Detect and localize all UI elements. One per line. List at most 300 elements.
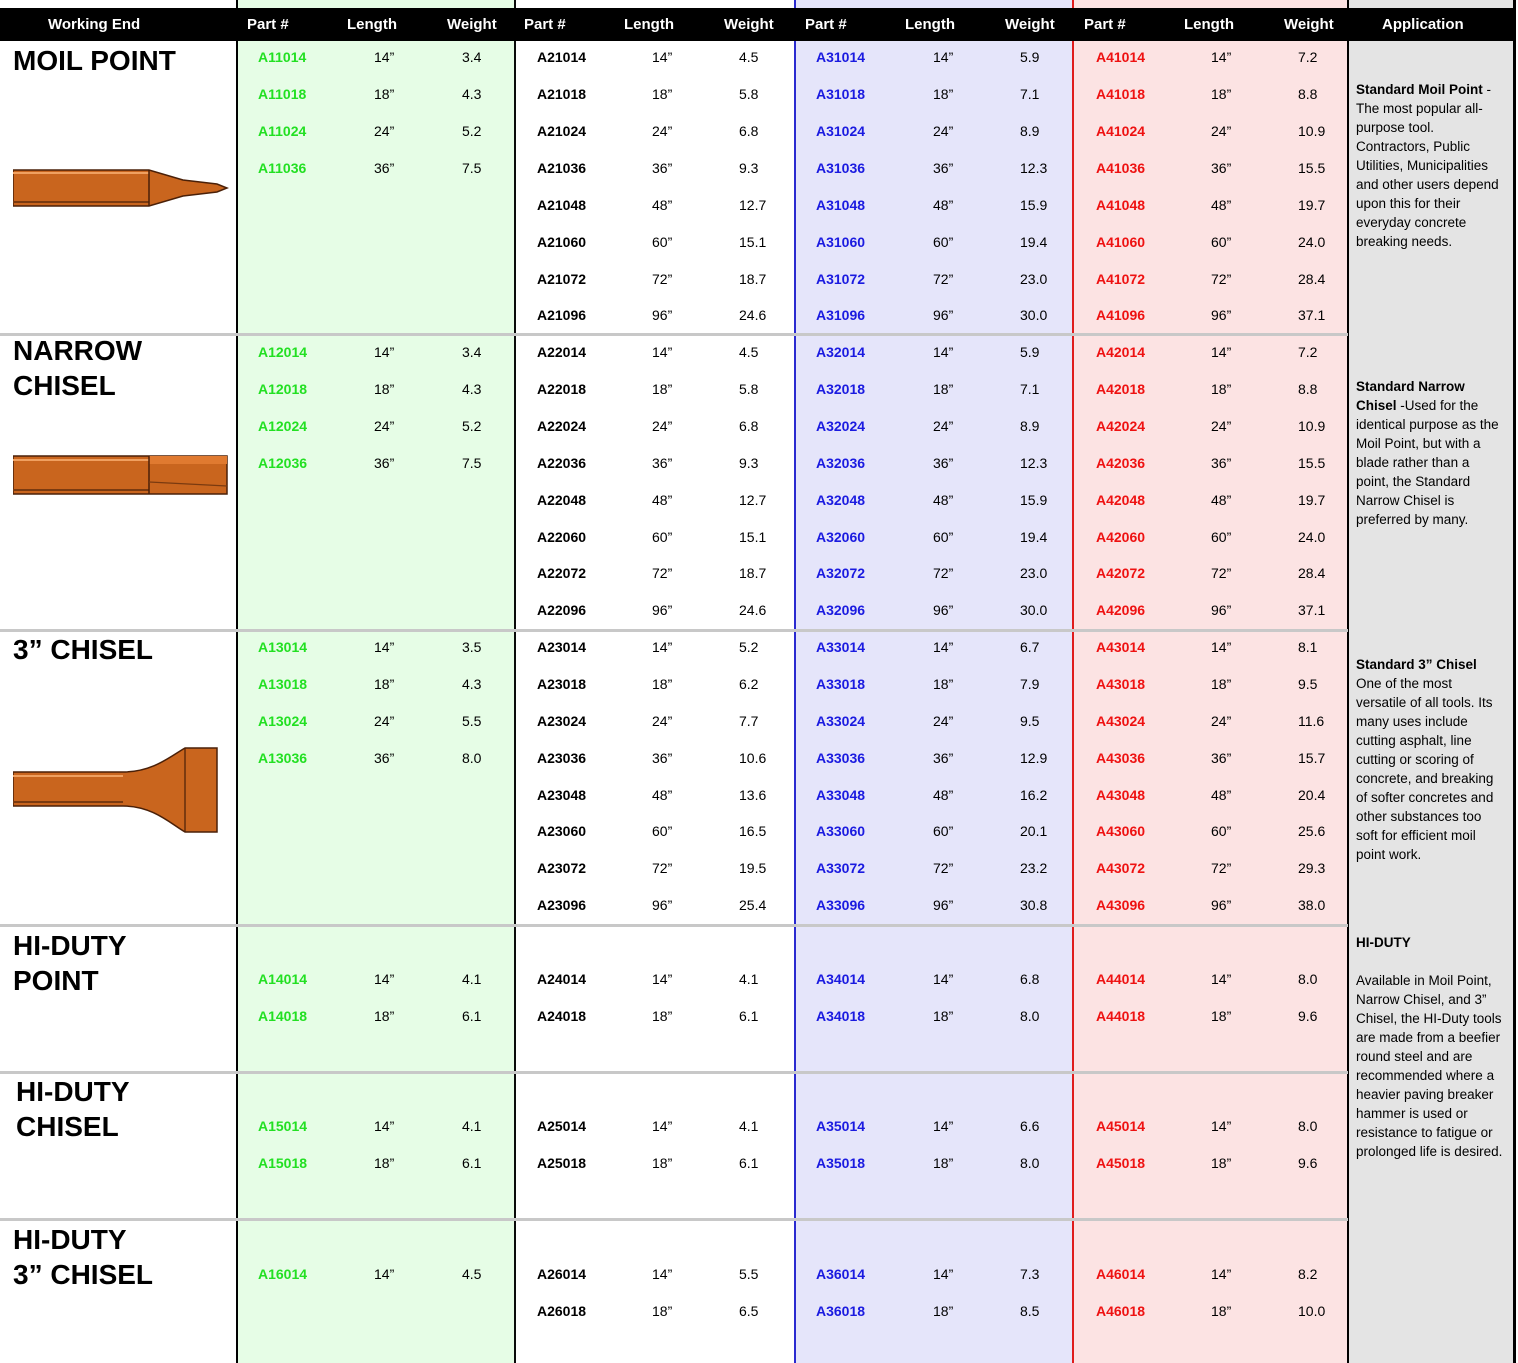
weight-value: 12.3 bbox=[1020, 455, 1048, 471]
weight-value: 19.4 bbox=[1020, 234, 1048, 250]
weight-value: 3.4 bbox=[462, 344, 482, 360]
weight-value: 24.6 bbox=[739, 602, 767, 618]
length-value: 72” bbox=[933, 860, 954, 876]
part-number: A22060 bbox=[537, 529, 587, 545]
length-value: 18” bbox=[933, 381, 954, 397]
part-number: A41014 bbox=[1096, 49, 1146, 65]
length-value: 96” bbox=[652, 307, 673, 323]
weight-value: 16.2 bbox=[1020, 787, 1048, 803]
length-value: 14” bbox=[652, 1266, 673, 1282]
length-value: 14” bbox=[1211, 49, 1232, 65]
section-divider bbox=[0, 1071, 1348, 1074]
part-number: A22072 bbox=[537, 565, 587, 581]
part-number: A31036 bbox=[816, 160, 866, 176]
length-value: 60” bbox=[933, 823, 954, 839]
weight-value: 5.8 bbox=[739, 86, 759, 102]
length-value: 24” bbox=[933, 713, 954, 729]
length-value: 14” bbox=[933, 639, 954, 655]
weight-value: 5.2 bbox=[462, 123, 482, 139]
weight-value: 6.6 bbox=[1020, 1118, 1040, 1134]
weight-value: 6.1 bbox=[462, 1155, 482, 1171]
length-value: 48” bbox=[652, 492, 673, 508]
weight-value: 15.9 bbox=[1020, 197, 1048, 213]
weight-value: 10.6 bbox=[739, 750, 767, 766]
divider-red bbox=[1072, 0, 1074, 1363]
weight-value: 18.7 bbox=[739, 565, 767, 581]
header-length: Length bbox=[347, 16, 397, 33]
part-number: A12014 bbox=[258, 344, 308, 360]
length-value: 18” bbox=[652, 381, 673, 397]
length-value: 18” bbox=[374, 1008, 395, 1024]
length-value: 24” bbox=[652, 418, 673, 434]
length-value: 36” bbox=[374, 750, 395, 766]
weight-value: 4.1 bbox=[462, 971, 482, 987]
weight-value: 25.4 bbox=[739, 897, 767, 913]
part-number: A12036 bbox=[258, 455, 308, 471]
length-value: 60” bbox=[652, 529, 673, 545]
length-value: 72” bbox=[652, 860, 673, 876]
length-value: 18” bbox=[933, 676, 954, 692]
part-number: A32036 bbox=[816, 455, 866, 471]
weight-value: 19.7 bbox=[1298, 492, 1326, 508]
part-number: A23018 bbox=[537, 676, 587, 692]
part-number: A43048 bbox=[1096, 787, 1146, 803]
length-value: 96” bbox=[652, 602, 673, 618]
part-number: A21036 bbox=[537, 160, 587, 176]
part-number: A31024 bbox=[816, 123, 866, 139]
part-number: A43072 bbox=[1096, 860, 1146, 876]
weight-value: 9.3 bbox=[739, 160, 759, 176]
part-number: A41048 bbox=[1096, 197, 1146, 213]
part-number: A46018 bbox=[1096, 1303, 1146, 1319]
part-number: A12018 bbox=[258, 381, 308, 397]
part-number: A42072 bbox=[1096, 565, 1146, 581]
part-number: A33072 bbox=[816, 860, 866, 876]
part-number: A42036 bbox=[1096, 455, 1146, 471]
weight-value: 28.4 bbox=[1298, 565, 1326, 581]
length-value: 14” bbox=[1211, 1118, 1232, 1134]
length-value: 24” bbox=[1211, 123, 1232, 139]
header-application: Application bbox=[1382, 16, 1464, 33]
part-number: A16014 bbox=[258, 1266, 308, 1282]
part-number: A41096 bbox=[1096, 307, 1146, 323]
weight-value: 6.1 bbox=[739, 1155, 759, 1171]
part-number: A23072 bbox=[537, 860, 587, 876]
section-divider bbox=[0, 333, 1348, 336]
length-value: 18” bbox=[1211, 676, 1232, 692]
weight-value: 4.5 bbox=[739, 49, 759, 65]
weight-value: 9.6 bbox=[1298, 1008, 1318, 1024]
weight-value: 19.4 bbox=[1020, 529, 1048, 545]
length-value: 36” bbox=[1211, 160, 1232, 176]
weight-value: 7.5 bbox=[462, 160, 482, 176]
length-value: 18” bbox=[1211, 381, 1232, 397]
part-number: A31018 bbox=[816, 86, 866, 102]
weight-value: 4.1 bbox=[739, 971, 759, 987]
weight-value: 4.5 bbox=[739, 344, 759, 360]
part-number: A21072 bbox=[537, 271, 587, 287]
header-part: Part # bbox=[247, 16, 289, 33]
length-value: 60” bbox=[1211, 234, 1232, 250]
part-number: A32072 bbox=[816, 565, 866, 581]
part-number: A23096 bbox=[537, 897, 587, 913]
part-number: A21096 bbox=[537, 307, 587, 323]
length-value: 14” bbox=[1211, 639, 1232, 655]
length-value: 72” bbox=[1211, 565, 1232, 581]
weight-value: 25.6 bbox=[1298, 823, 1326, 839]
length-value: 14” bbox=[933, 49, 954, 65]
weight-value: 8.1 bbox=[1298, 639, 1318, 655]
part-number: A21024 bbox=[537, 123, 587, 139]
length-value: 48” bbox=[1211, 197, 1232, 213]
section-divider bbox=[0, 629, 1348, 632]
length-value: 36” bbox=[374, 455, 395, 471]
length-value: 18” bbox=[652, 1303, 673, 1319]
length-value: 18” bbox=[933, 1155, 954, 1171]
length-value: 14” bbox=[652, 639, 673, 655]
weight-value: 5.2 bbox=[462, 418, 482, 434]
part-number: A31048 bbox=[816, 197, 866, 213]
section-divider bbox=[0, 924, 1348, 927]
part-number: A36018 bbox=[816, 1303, 866, 1319]
length-value: 18” bbox=[652, 86, 673, 102]
part-number: A33060 bbox=[816, 823, 866, 839]
weight-value: 8.0 bbox=[1298, 971, 1318, 987]
section-name-3in-chisel: 3” CHISEL bbox=[13, 634, 154, 665]
weight-value: 12.7 bbox=[739, 197, 767, 213]
length-value: 96” bbox=[1211, 307, 1232, 323]
weight-value: 20.1 bbox=[1020, 823, 1048, 839]
weight-value: 24.0 bbox=[1298, 234, 1326, 250]
length-value: 60” bbox=[933, 529, 954, 545]
length-value: 18” bbox=[374, 676, 395, 692]
length-value: 24” bbox=[374, 713, 395, 729]
length-value: 36” bbox=[652, 455, 673, 471]
weight-value: 7.7 bbox=[739, 713, 759, 729]
weight-value: 6.1 bbox=[739, 1008, 759, 1024]
part-number: A44014 bbox=[1096, 971, 1146, 987]
weight-value: 4.3 bbox=[462, 381, 482, 397]
weight-value: 5.8 bbox=[739, 381, 759, 397]
weight-value: 30.0 bbox=[1020, 307, 1048, 323]
weight-value: 15.1 bbox=[739, 529, 767, 545]
part-number: A42018 bbox=[1096, 381, 1146, 397]
weight-value: 7.2 bbox=[1298, 49, 1318, 65]
weight-value: 8.8 bbox=[1298, 86, 1318, 102]
weight-value: 30.0 bbox=[1020, 602, 1048, 618]
weight-value: 15.5 bbox=[1298, 160, 1326, 176]
length-value: 72” bbox=[933, 271, 954, 287]
length-value: 14” bbox=[374, 49, 395, 65]
application-3in-chisel: Standard 3” Chisel One of the most versatile of all tools. Its many uses include cutting asphalt, line cutting or scoring of concrete, and breaking of softer concretes and other substances too soft for efficient moil point work. bbox=[1356, 657, 1494, 862]
part-number: A21048 bbox=[537, 197, 587, 213]
part-number: A22014 bbox=[537, 344, 587, 360]
length-value: 24” bbox=[652, 713, 673, 729]
length-value: 24” bbox=[652, 123, 673, 139]
weight-value: 37.1 bbox=[1298, 307, 1326, 323]
weight-value: 6.8 bbox=[739, 123, 759, 139]
part-number: A35014 bbox=[816, 1118, 866, 1134]
part-number: A41024 bbox=[1096, 123, 1146, 139]
part-number: A34018 bbox=[816, 1008, 866, 1024]
section-name-hiduty-3in-chisel: HI-DUTY 3” CHISEL bbox=[13, 1224, 154, 1290]
weight-value: 12.7 bbox=[739, 492, 767, 508]
length-value: 36” bbox=[652, 750, 673, 766]
weight-value: 7.3 bbox=[1020, 1266, 1040, 1282]
part-number: A45018 bbox=[1096, 1155, 1146, 1171]
divider-blue bbox=[794, 0, 796, 1363]
weight-value: 15.7 bbox=[1298, 750, 1326, 766]
weight-value: 13.6 bbox=[739, 787, 767, 803]
length-value: 48” bbox=[1211, 787, 1232, 803]
right-border bbox=[1513, 0, 1516, 1363]
weight-value: 9.5 bbox=[1298, 676, 1318, 692]
length-value: 24” bbox=[374, 123, 395, 139]
length-value: 18” bbox=[652, 1008, 673, 1024]
length-value: 18” bbox=[933, 86, 954, 102]
weight-value: 5.9 bbox=[1020, 344, 1040, 360]
length-value: 60” bbox=[1211, 823, 1232, 839]
length-value: 18” bbox=[652, 676, 673, 692]
part-number: A14014 bbox=[258, 971, 308, 987]
weight-value: 9.6 bbox=[1298, 1155, 1318, 1171]
length-value: 18” bbox=[933, 1303, 954, 1319]
header-length: Length bbox=[624, 16, 674, 33]
weight-value: 6.8 bbox=[739, 418, 759, 434]
length-value: 18” bbox=[933, 1008, 954, 1024]
part-number: A21014 bbox=[537, 49, 587, 65]
part-number: A41036 bbox=[1096, 160, 1146, 176]
weight-value: 10.0 bbox=[1298, 1303, 1326, 1319]
length-value: 24” bbox=[933, 123, 954, 139]
weight-value: 7.1 bbox=[1020, 86, 1040, 102]
part-number: A32060 bbox=[816, 529, 866, 545]
part-number: A22096 bbox=[537, 602, 587, 618]
part-number: A11018 bbox=[258, 86, 307, 102]
part-number: A32048 bbox=[816, 492, 866, 508]
part-number: A43024 bbox=[1096, 713, 1146, 729]
weight-value: 11.6 bbox=[1298, 713, 1325, 729]
length-value: 18” bbox=[374, 1155, 395, 1171]
weight-value: 18.7 bbox=[739, 271, 767, 287]
part-number: A23014 bbox=[537, 639, 587, 655]
length-value: 36” bbox=[652, 160, 673, 176]
header-part: Part # bbox=[524, 16, 566, 33]
weight-value: 5.2 bbox=[739, 639, 759, 655]
header-weight: Weight bbox=[724, 16, 774, 33]
part-number: A24018 bbox=[537, 1008, 587, 1024]
part-number: A31014 bbox=[816, 49, 866, 65]
section-name-narrow-chisel: NARROW CHISEL bbox=[13, 335, 143, 401]
length-value: 96” bbox=[933, 602, 954, 618]
part-number: A32096 bbox=[816, 602, 866, 618]
narrow-chisel-icon bbox=[13, 454, 229, 498]
header-part: Part # bbox=[1084, 16, 1126, 33]
weight-value: 4.3 bbox=[462, 676, 482, 692]
weight-value: 9.5 bbox=[1020, 713, 1040, 729]
part-number: A13014 bbox=[258, 639, 308, 655]
weight-value: 5.5 bbox=[739, 1266, 759, 1282]
length-value: 14” bbox=[374, 971, 395, 987]
weight-value: 4.1 bbox=[462, 1118, 482, 1134]
section-name-hiduty-point: HI-DUTY POINT bbox=[13, 930, 127, 996]
part-number: A26014 bbox=[537, 1266, 587, 1282]
part-number: A41072 bbox=[1096, 271, 1146, 287]
part-number: A25014 bbox=[537, 1118, 587, 1134]
length-value: 72” bbox=[1211, 271, 1232, 287]
weight-value: 15.1 bbox=[739, 234, 767, 250]
application-narrow-chisel: Standard Narrow Chisel -Used for the identical purpose as the Moil Point, but with a blade rather than a point, the Standard Narrow Chisel is preferred by many. bbox=[1356, 379, 1499, 527]
weight-value: 9.3 bbox=[739, 455, 759, 471]
length-value: 14” bbox=[933, 971, 954, 987]
weight-value: 6.7 bbox=[1020, 639, 1040, 655]
weight-value: 24.0 bbox=[1298, 529, 1326, 545]
wide-chisel-icon bbox=[13, 746, 219, 836]
length-value: 14” bbox=[1211, 1266, 1232, 1282]
part-number: A35018 bbox=[816, 1155, 866, 1171]
weight-value: 6.8 bbox=[1020, 971, 1040, 987]
weight-value: 30.8 bbox=[1020, 897, 1048, 913]
section-name-hiduty-chisel: HI-DUTY CHISEL bbox=[16, 1076, 130, 1142]
length-value: 24” bbox=[1211, 418, 1232, 434]
length-value: 14” bbox=[933, 1266, 954, 1282]
weight-value: 6.5 bbox=[739, 1303, 759, 1319]
weight-value: 7.2 bbox=[1298, 344, 1318, 360]
part-number: A22048 bbox=[537, 492, 587, 508]
part-number: A32014 bbox=[816, 344, 866, 360]
part-number: A14018 bbox=[258, 1008, 308, 1024]
length-value: 48” bbox=[1211, 492, 1232, 508]
length-value: 18” bbox=[1211, 86, 1232, 102]
length-value: 48” bbox=[652, 197, 673, 213]
weight-value: 8.0 bbox=[1020, 1008, 1040, 1024]
part-number: A11036 bbox=[258, 160, 307, 176]
length-value: 14” bbox=[374, 639, 395, 655]
length-value: 36” bbox=[1211, 455, 1232, 471]
weight-value: 7.5 bbox=[462, 455, 482, 471]
weight-value: 12.3 bbox=[1020, 160, 1048, 176]
length-value: 24” bbox=[933, 418, 954, 434]
part-number: A41060 bbox=[1096, 234, 1146, 250]
weight-value: 8.9 bbox=[1020, 123, 1040, 139]
part-number: A23048 bbox=[537, 787, 587, 803]
part-number: A26018 bbox=[537, 1303, 587, 1319]
part-number: A21018 bbox=[537, 86, 587, 102]
weight-value: 23.0 bbox=[1020, 271, 1048, 287]
weight-value: 4.5 bbox=[462, 1266, 482, 1282]
part-number: A22036 bbox=[537, 455, 587, 471]
length-value: 60” bbox=[652, 823, 673, 839]
length-value: 96” bbox=[933, 897, 954, 913]
header-length: Length bbox=[905, 16, 955, 33]
part-number: A43096 bbox=[1096, 897, 1146, 913]
part-number: A13036 bbox=[258, 750, 308, 766]
weight-value: 4.3 bbox=[462, 86, 482, 102]
weight-value: 8.0 bbox=[1298, 1118, 1318, 1134]
header-part: Part # bbox=[805, 16, 847, 33]
length-value: 48” bbox=[652, 787, 673, 803]
weight-value: 6.2 bbox=[739, 676, 759, 692]
length-value: 14” bbox=[374, 1118, 395, 1134]
part-number: A31060 bbox=[816, 234, 866, 250]
part-number: A21060 bbox=[537, 234, 587, 250]
length-value: 96” bbox=[652, 897, 673, 913]
part-number: A46014 bbox=[1096, 1266, 1146, 1282]
weight-value: 28.4 bbox=[1298, 271, 1326, 287]
length-value: 72” bbox=[652, 271, 673, 287]
length-value: 96” bbox=[1211, 897, 1232, 913]
divider-green bbox=[236, 0, 238, 1363]
part-number: A44018 bbox=[1096, 1008, 1146, 1024]
weight-value: 8.0 bbox=[462, 750, 482, 766]
weight-value: 15.5 bbox=[1298, 455, 1326, 471]
part-number: A11024 bbox=[258, 123, 307, 139]
weight-value: 10.9 bbox=[1298, 418, 1326, 434]
length-value: 14” bbox=[1211, 971, 1232, 987]
section-name-moil-point: MOIL POINT bbox=[13, 45, 176, 76]
length-value: 14” bbox=[652, 1118, 673, 1134]
part-number: A23024 bbox=[537, 713, 587, 729]
length-value: 14” bbox=[1211, 344, 1232, 360]
length-value: 48” bbox=[933, 197, 954, 213]
application-moil-point: Standard Moil Point -The most popular all-purpose tool. Contractors, Public Utilities, Municipalities and other users depend upon this for their everyday concrete breaking needs. bbox=[1356, 82, 1499, 249]
part-number: A43018 bbox=[1096, 676, 1146, 692]
header-weight: Weight bbox=[1005, 16, 1055, 33]
weight-value: 4.1 bbox=[739, 1118, 759, 1134]
length-value: 72” bbox=[933, 565, 954, 581]
weight-value: 8.0 bbox=[1020, 1155, 1040, 1171]
weight-value: 7.1 bbox=[1020, 381, 1040, 397]
length-value: 36” bbox=[933, 750, 954, 766]
length-value: 14” bbox=[652, 49, 673, 65]
part-number: A43036 bbox=[1096, 750, 1146, 766]
length-value: 36” bbox=[933, 160, 954, 176]
part-number: A41018 bbox=[1096, 86, 1146, 102]
part-number: A33014 bbox=[816, 639, 866, 655]
length-value: 18” bbox=[1211, 1303, 1232, 1319]
weight-value: 5.9 bbox=[1020, 49, 1040, 65]
moil-point-icon bbox=[13, 164, 229, 214]
length-value: 18” bbox=[652, 1155, 673, 1171]
length-value: 72” bbox=[1211, 860, 1232, 876]
part-number: A24014 bbox=[537, 971, 587, 987]
application-hiduty-title: HI-DUTY bbox=[1356, 935, 1411, 950]
length-value: 14” bbox=[652, 971, 673, 987]
part-number: A32024 bbox=[816, 418, 866, 434]
weight-value: 8.9 bbox=[1020, 418, 1040, 434]
part-number: A25018 bbox=[537, 1155, 587, 1171]
length-value: 60” bbox=[933, 234, 954, 250]
part-number: A22018 bbox=[537, 381, 587, 397]
part-number: A42060 bbox=[1096, 529, 1146, 545]
part-number: A42096 bbox=[1096, 602, 1146, 618]
part-number: A45014 bbox=[1096, 1118, 1146, 1134]
part-number: A31072 bbox=[816, 271, 866, 287]
part-number: A23036 bbox=[537, 750, 587, 766]
length-value: 36” bbox=[1211, 750, 1232, 766]
length-value: 96” bbox=[1211, 602, 1232, 618]
length-value: 96” bbox=[933, 307, 954, 323]
weight-value: 15.9 bbox=[1020, 492, 1048, 508]
weight-value: 19.7 bbox=[1298, 197, 1326, 213]
weight-value: 29.3 bbox=[1298, 860, 1326, 876]
length-value: 48” bbox=[933, 492, 954, 508]
length-value: 36” bbox=[374, 160, 395, 176]
header-weight: Weight bbox=[1284, 16, 1334, 33]
length-value: 72” bbox=[652, 565, 673, 581]
weight-value: 37.1 bbox=[1298, 602, 1326, 618]
length-value: 18” bbox=[374, 86, 395, 102]
